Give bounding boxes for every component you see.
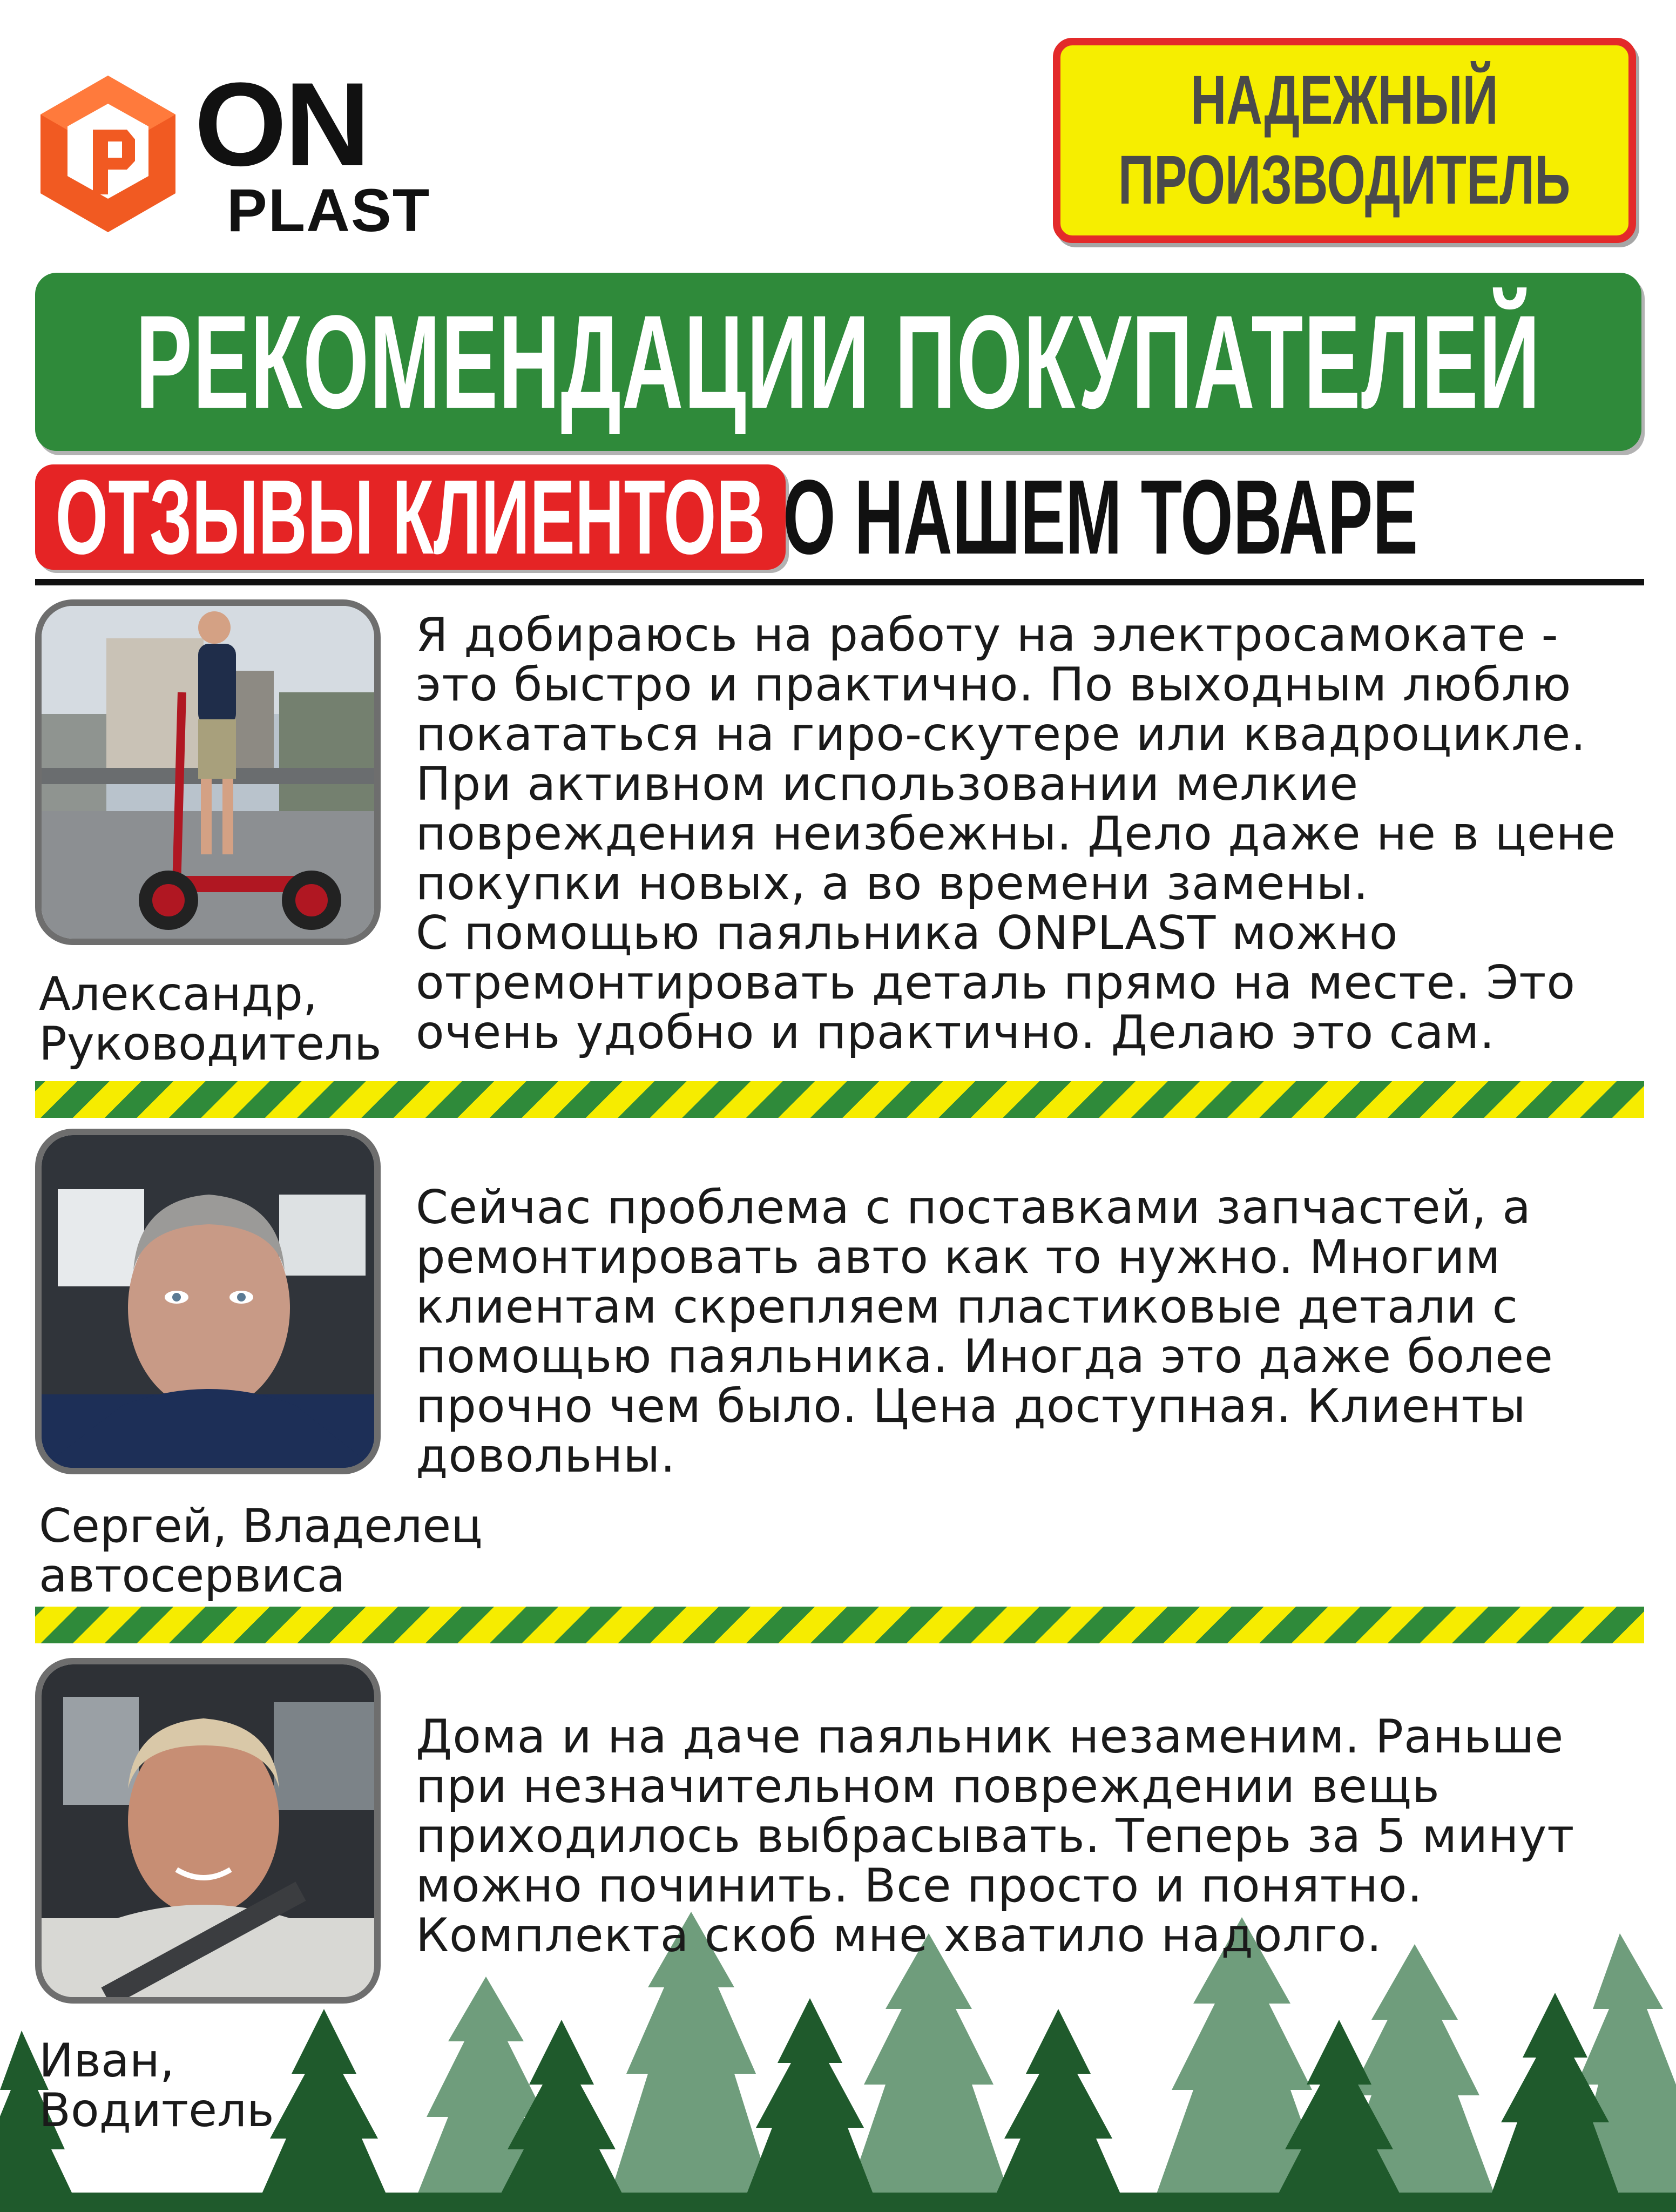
review-text-2: Сейчас проблема с поставками запчастей, а ремонтировать авто как то нужно. Многим клиентам скрепляем пластиковые детали с помощью паяльника. Иногда это даже более прочно чем было. Цена доступная. Клиенты довольны. bbox=[416, 1181, 1553, 1483]
subtitle-rest: О НАШЕМ ТОВАРЕ bbox=[783, 458, 1418, 576]
reliable-manufacturer-badge bbox=[1053, 38, 1636, 243]
onplast-logo-icon bbox=[32, 70, 184, 232]
review-text-3: Дома и на даче паяльник незаменим. Раньше при незначительном повреждении вещь приходилось выбрасывать. Теперь за 5 минут можно починить. Все просто и понятно. Комплекта скоб мне хватило надолго. bbox=[416, 1710, 1575, 1963]
subtitle-rest-wrap bbox=[783, 458, 1539, 576]
review-author-2: Сергей, Владелец автосервиса bbox=[39, 1499, 483, 1603]
stripe-divider-2 bbox=[35, 1607, 1644, 1643]
review-photo-1 bbox=[35, 599, 381, 945]
brand-logo bbox=[32, 49, 431, 244]
stripe-divider-1 bbox=[35, 1081, 1644, 1118]
review-photo-3 bbox=[35, 1658, 381, 2004]
subtitle-highlight: ОТЗЫВЫ КЛИЕНТОВ bbox=[55, 458, 766, 576]
badge-line-1: НАДЕЖНЫЙ bbox=[1191, 62, 1498, 139]
review-author-3: Иван, Водитель bbox=[39, 2034, 274, 2137]
divider-line bbox=[35, 579, 1644, 585]
review-photo-2 bbox=[35, 1129, 381, 1474]
review-text-1: Я добираюсь на работу на электросамокате - это быстро и практично. По выходным люблю покататься на гиро-скутере или квадроцикле. При активном использовании мелкие повреждения неизбежны. Дело даже не в цене покупки новых, а во времени замены. С помощью паяльника ONPLAST можно отремонтировать деталь прямо на месте. Это очень удобно и практично. Делаю это сам. bbox=[416, 608, 1617, 1060]
title-banner bbox=[35, 273, 1641, 451]
page-title: РЕКОМЕНДАЦИИ ПОКУПАТЕЛЕЙ bbox=[136, 287, 1541, 436]
review-author-1: Александр, Руководитель bbox=[39, 967, 382, 1071]
brand-name-on: ON bbox=[194, 58, 368, 191]
badge-line-2: ПРОИЗВОДИТЕЛЬ bbox=[1118, 141, 1571, 219]
brand-name-plast: PLAST bbox=[227, 177, 431, 244]
subtitle-highlight-box bbox=[35, 458, 786, 576]
